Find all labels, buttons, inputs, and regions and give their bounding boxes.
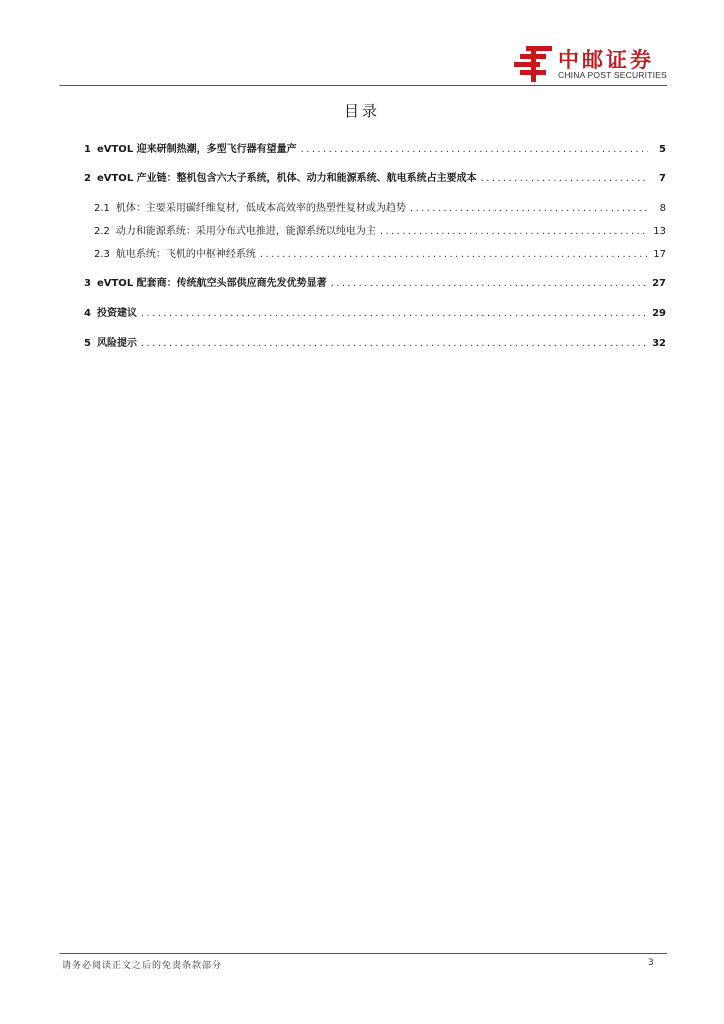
toc-leader-dots — [260, 249, 648, 260]
toc-entry-page: 7 — [659, 173, 666, 184]
toc-entry-title: 动力和能源系统：采用分布式电推进，能源系统以纯电为主 — [115, 226, 376, 237]
disclaimer-note: 请务必阅读正文之后的免责条款部分 — [62, 961, 223, 971]
toc-entry-number: 1 — [84, 144, 91, 155]
toc-entry-2-2[interactable] — [94, 222, 666, 240]
toc-entry-title: 投资建议 — [96, 308, 137, 319]
toc-entry-number: 2.3 — [94, 249, 110, 260]
toc-entry-title: eVTOL 迎来研制热潮，多型飞行器有望量产 — [96, 144, 297, 155]
toc-entry-1[interactable] — [84, 140, 666, 158]
toc-entry-page: 27 — [652, 278, 666, 289]
brand-name-cn: 中邮证券 — [558, 48, 654, 72]
china-post-logo-icon — [512, 44, 556, 84]
toc-entry-2-1[interactable] — [94, 199, 666, 217]
toc-entry-number: 2 — [84, 173, 91, 184]
toc-leader-dots — [141, 308, 648, 319]
toc-leader-dots — [410, 203, 648, 214]
toc-entry-number: 3 — [84, 278, 91, 289]
toc-entry-page: 5 — [659, 144, 666, 155]
toc-entry-number: 2.2 — [94, 226, 110, 237]
toc-leader-dots — [301, 144, 648, 155]
toc-entry-title: 机体：主要采用碳纤维复材，低成本高效率的热塑性复材或为趋势 — [115, 203, 406, 214]
toc-entry-number: 5 — [84, 338, 91, 349]
brand-name-en: CHINA POST SECURITIES — [558, 70, 667, 80]
toc-entry-2[interactable] — [84, 169, 666, 187]
toc-leader-dots — [481, 173, 648, 184]
toc-entry-number: 4 — [84, 308, 91, 319]
toc-entry-4[interactable] — [84, 304, 666, 322]
toc-leader-dots — [380, 226, 648, 237]
toc-entry-2-3[interactable] — [94, 245, 666, 263]
toc-entry-page: 8 — [659, 203, 666, 214]
toc-entry-page: 13 — [653, 226, 666, 237]
footer-divider — [60, 953, 667, 954]
brand-logo — [512, 44, 672, 84]
toc-entry-5[interactable] — [84, 334, 666, 352]
toc-entry-title: eVTOL 配套商：传统航空头部供应商先发优势显著 — [96, 278, 327, 289]
toc-entry-page: 29 — [652, 308, 666, 319]
toc-entry-page: 17 — [653, 249, 666, 260]
header-divider — [60, 85, 667, 86]
page-number: 3 — [648, 958, 654, 968]
toc-entry-title: eVTOL 产业链：整机包含六大子系统，机体、动力和能源系统、航电系统占主要成本 — [96, 173, 477, 184]
toc-leader-dots — [141, 338, 648, 349]
page-header — [0, 0, 724, 90]
toc-entry-number: 2.1 — [94, 203, 110, 214]
toc-title: 目录 — [343, 102, 380, 120]
toc-entry-3[interactable] — [84, 274, 666, 292]
toc-entry-title: 风险提示 — [96, 338, 137, 349]
toc-entry-page: 32 — [652, 338, 666, 349]
toc-entry-title: 航电系统：飞机的中枢神经系统 — [115, 249, 256, 260]
toc-leader-dots — [331, 278, 648, 289]
